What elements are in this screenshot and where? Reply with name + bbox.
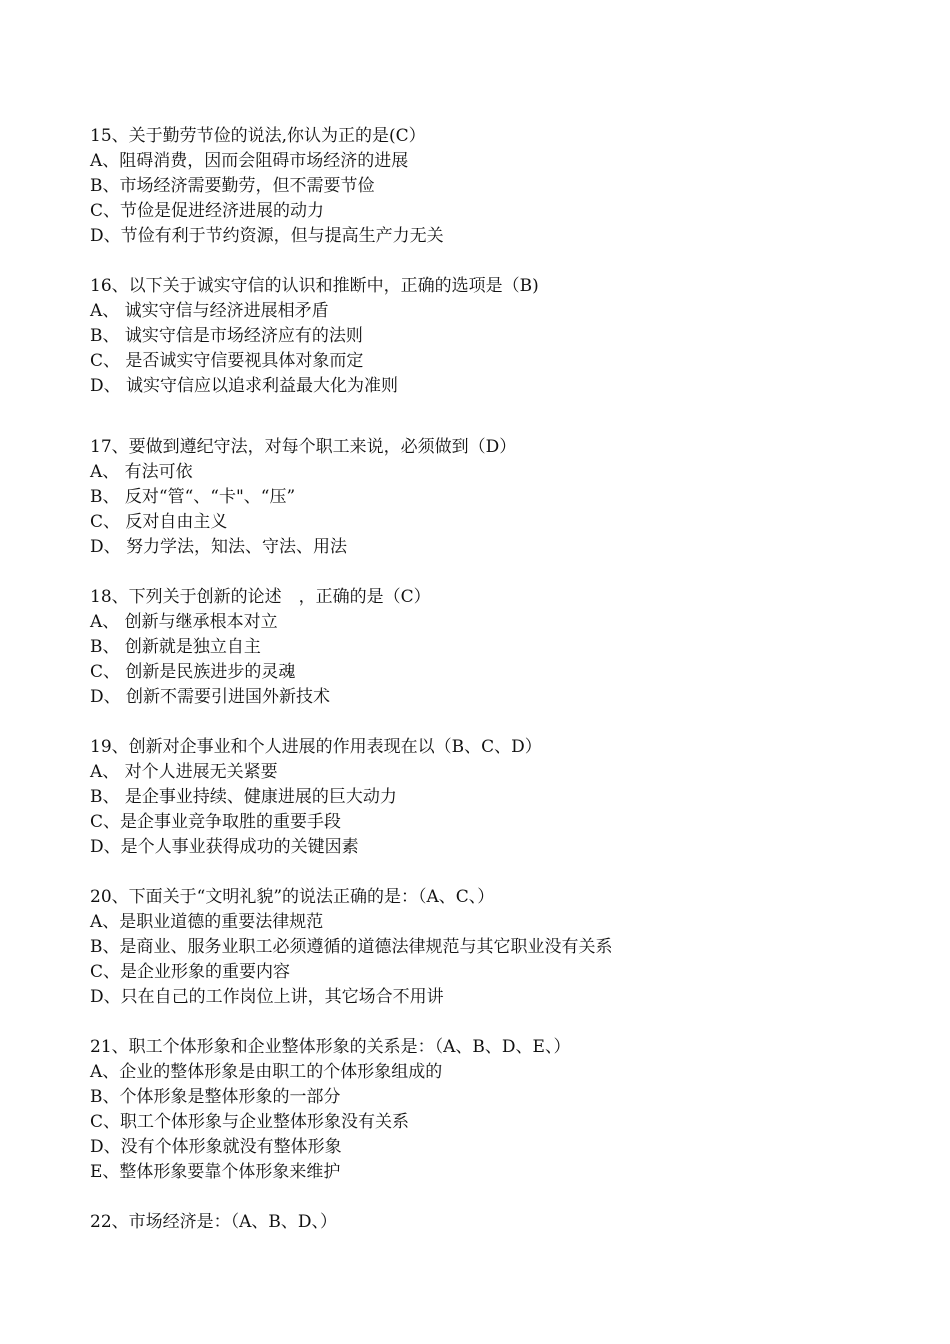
question-21 <box>90 1035 910 1185</box>
option-a: A、 创新与继承根本对立 <box>90 612 278 632</box>
option-b: B、 反对“管“、“卡"、“压” <box>90 487 296 507</box>
question-title: 18、下列关于创新的论述 ，正确的是（C） <box>90 587 431 607</box>
option-d: D、没有个体形象就没有整体形象 <box>90 1137 342 1157</box>
question-title: 21、职工个体形象和企业整体形象的关系是：（A、B、D、E、） <box>90 1037 571 1057</box>
question-17 <box>90 435 910 560</box>
option-d: D、是个人事业获得成功的关键因素 <box>90 837 359 857</box>
option-a: A、企业的整体形象是由职工的个体形象组成的 <box>90 1062 443 1082</box>
option-b: B、是商业、服务业职工必须遵循的道德法律规范与其它职业没有关系 <box>90 937 613 957</box>
question-18 <box>90 585 910 710</box>
option-c: C、职工个体形象与企业整体形象没有关系 <box>90 1112 410 1132</box>
option-e: E、整体形象要靠个体形象来维护 <box>90 1162 341 1182</box>
option-a: A、 有法可依 <box>90 462 193 482</box>
question-title: 17、要做到遵纪守法，对每个职工来说，必须做到（D） <box>90 437 517 457</box>
question-title: 15、关于勤劳节俭的说法,你认为正的是(C） <box>90 126 426 146</box>
question-title: 20、下面关于“文明礼貌”的说法正确的是：（A、C、） <box>90 887 495 907</box>
option-c: C、 反对自由主义 <box>90 512 228 532</box>
question-title: 16、以下关于诚实守信的认识和推断中，正确的选项是（B) <box>90 276 539 296</box>
option-c: C、 是否诚实守信要视具体对象而定 <box>90 351 364 371</box>
option-d: D、 努力学法，知法、守法、用法 <box>90 537 348 557</box>
option-a: A、阻碍消费，因而会阻碍市场经济的进展 <box>90 151 409 171</box>
option-a: A、 诚实守信与经济进展相矛盾 <box>90 301 329 321</box>
option-a: A、 对个人进展无关紧要 <box>90 762 278 782</box>
option-b: B、 创新就是独立自主 <box>90 637 261 657</box>
question-title: 19、创新对企事业和个人进展的作用表现在以（B、C、D） <box>90 737 542 757</box>
question-19 <box>90 735 910 860</box>
question-title: 22、市场经济是：（A、B、D、） <box>90 1212 338 1232</box>
question-16 <box>90 274 910 399</box>
option-d: D、节俭有利于节约资源，但与提高生产力无关 <box>90 226 444 246</box>
option-c: C、是企业形象的重要内容 <box>90 962 291 982</box>
question-22 <box>90 1210 910 1235</box>
option-c: C、是企事业竞争取胜的重要手段 <box>90 812 342 832</box>
option-d: D、 诚实守信应以追求利益最大化为准则 <box>90 376 399 396</box>
document-page <box>90 124 910 1235</box>
option-b: B、 诚实守信是市场经济应有的法则 <box>90 326 363 346</box>
question-15 <box>90 124 910 249</box>
option-d: D、只在自己的工作岗位上讲，其它场合不用讲 <box>90 987 444 1007</box>
question-20 <box>90 885 910 1010</box>
option-d: D、 创新不需要引进国外新技术 <box>90 687 331 707</box>
option-c: C、 创新是民族进步的灵魂 <box>90 662 296 682</box>
option-b: B、市场经济需要勤劳，但不需要节俭 <box>90 176 375 196</box>
option-a: A、是职业道德的重要法律规范 <box>90 912 324 932</box>
option-b: B、个体形象是整体形象的一部分 <box>90 1087 341 1107</box>
option-c: C、节俭是促进经济进展的动力 <box>90 201 325 221</box>
option-b: B、 是企事业持续、健康进展的巨大动力 <box>90 787 397 807</box>
